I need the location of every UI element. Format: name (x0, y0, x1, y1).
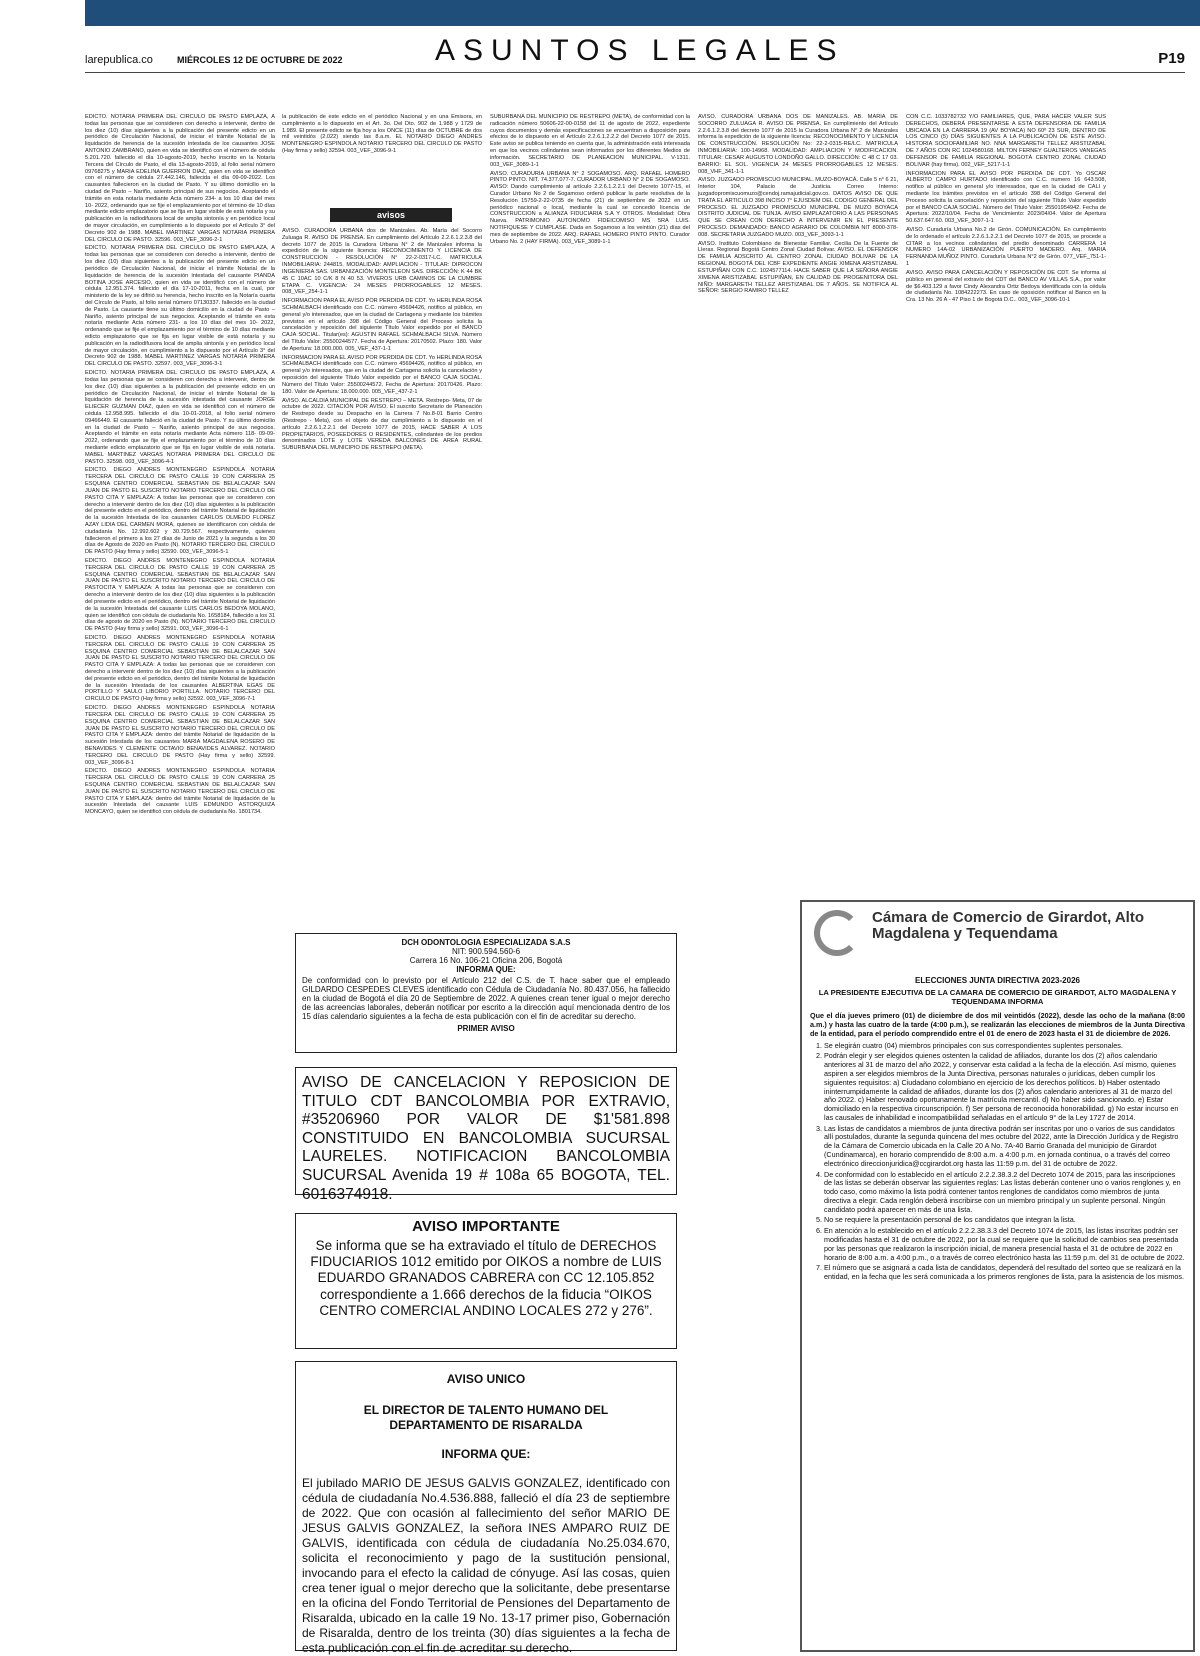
legal-notice: AVISO. Instituto Colombiano de Bienestar Familiar. Cecilia De la Fuente de Lleras. Regional Bogotá Centro Zonal Ciudad Bolívar. AVISO. EL DEFENSOR DE FAMILIA ADSCRITO AL CENTRO ZONAL CIUDAD BOLIVAR DE LA REGIONAL BOGOTÁ DEL ICBF EXPEDIENTE ANGIE XIMENA ARISTIZABAL ESTUPIÑAN CON C.C. 1024577114. HACE SABER QUE LA SEÑORA ANGIE XIMENA ARISTIZABAL ESTUPIÑAN, EN CALIDAD DE PROGENITORA DEL NIÑO: MARGARETH TELLEZ ARISTIZABAL DE 7 AÑOS. SE NOTIFICA AL SEÑOR: SERGIO RAMIRO TELLEZ (698, 240, 898, 295)
legal-notice: INFORMACION PARA EL AVISO POR PERDIDA DE CDT. Yo HERLINDA ROSA SCHMALBACH identificado con C.C. número 45694426, notifico al público, en general y/o interesados, que en la ciudad de Cartagena solicita la cancelación y reposición del siguiente Título Valor expedido por el BANCO CAJA SOCIAL. Número del Título Valor: 25500244572. Fecha de Apertura: 20170426. Plazo: 180. Valor de Apertura: 18.000.000. 005_VEF_437-2-1 (282, 354, 482, 395)
legal-notice: EDICTO. DIEGO ANDRES MONTENEGRO ESPINDOLA NOTARIA TERCERA DEL CIRCULO DE PASTO CALLE 19 CON CARRERA 25 ESQUINA CENTRO COMERCIAL SEBASTIAN DE BELALCAZAR SAN JUAN DE PASTO EL SUSCRITO NOTARIO TERCERO DEL CIRCULO DE PASTO CITA Y EMPLAZA: dentro del trámite Notarial de liquidación de la sucesión Intestada de los causantes MARIA MAGDALENA ROSERO DE BENAVIDES Y CLEMENTE OCTAVIO BENAVIDES ALVAREZ. NOTARIO TERCERO DEL CIRCULO DE PASTO (Hay firma y sello) 32599. 003_VEF_3096-8-1 (85, 705, 275, 766)
legal-notice: INFORMACION PARA EL AVISO POR PERDIDA DE CDT. Yo OSCAR ALBERTO CAMPO HURTADO identificado con C.C. numero 16 643.508, notifico al público en general y/o interesados, que en la ciudad de CALI y mediante los trámites previstos en el artículo 398 del Código General del Proceso solicita la cancelación y reposición del siguiente Título Valor expedido por el BANCO CAJA SOCIAL. Número del Título Valor: 25501954942. Fecha de Apertura: 2022/10/04. Fecha de Vencimiento: 2023/04/04. Valor de Apertura 50.637.647.60. 003_VEF_3097-1-1 (906, 170, 1106, 225)
legal-notice: AVISO. AVISO PARA CANCELACIÓN Y REPOSICIÓN DE CDT. Se informa al público en general del extravío del CDT del BANCO AV VILLAS S.A., por valor de $6.403.129 a favor Cindy Alexandra Ortiz Bedoya identificada con la cédula de ciudadanía No. 1084222273. En caso de oposición notificar al Banco en la Cra. 13 No. 26 A - 47 Piso 1 de Bogotá D.C.. 003_VEF_3096-10-1 (906, 269, 1106, 304)
site-name[interactable]: larepublica.co (85, 54, 153, 66)
legal-notice: AVISO. CURADORA URBANA DOS DE MANIZALES. AB. MARIA DE SOCORRO ZULUAGA R. AVISO DE PRENSA. En cumplimiento del Artículo 2.2.6.1.2.3.8 del decreto 1077 de 2015 la Curadora Urbana N° 2 de Manizales informa la expedición de la siguiente licencia: RECONOCIMIENTO Y LICENCIA DE CONSTRUCCIÓN. RESOLUCIÓN No: 22-2-0315-RE/LC. MATRICULA INMOBILIARIA: 100-14968. MODALIDAD: AMPLIACION Y MODIFICACION. TITULAR: CESAR AUGUSTO LONDOÑO GALLO. DIRECCIÓN: C 48 C 17 03. BARRIO: EL SOL. VIGENCIA 24 MESES PRORROGABLES 12 MESES. 008_VHF_341-1-1 (698, 114, 898, 175)
legal-notice: EDICTO. NOTARIA PRIMERA DEL CIRCULO DE PASTO EMPLAZA, A todas las personas que se consideren con derecho a intervenir, dentro de los diez (10) días siguientes a la publicación del presente edicto en un periódico de Circulación Nacional, de iniciar el trámite Notarial de la liquidación de herencia de la sucesión intestada del causante JORGE ELIECER GUZMAN DIAZ, quien en vida se identificó con el número de cédula 12.958.995. fallecido el día 10-01-2018, al folio serial número 09466449. El causante falleció en la ciudad de Pasto. Y su último domicilio en la ciudad de Pasto – Nariño, asiento principal de sus negocios. Aceptando el trámite en esta notaría mediante Acta número 118- 09-09-2022, ordenando que se fije el emplazamiento por el término de 10 días mediante edicto emplazatorio que se fija en lugar visible de está notaría. MABEL MARTINEZ VARGAS NOTARIA PRIMERA DEL CIRCULO DE PASTO. 32598. 003_VEF_3096-4-1 (85, 370, 275, 465)
legal-notice: la publicación de este edicto en el periódico Nacional y en una Emisora, en cumplimiento a lo dispuesto en el Art. 3o. Del Dto. 902 de 1.988 y 1729 de 1.989. El presente edicto se fija hoy a los ONCE (11) días de OCTUBRE de dos mil veintidós (2.022) siendo las 8.a.m. EL NOTARIO DIEGO ANDRES MONTENEGRO ESPINDOLA NOTARIO TERCERO DEL CIRCULO DE PASTO (Hay firma y sello) 32594. 003_VEF_3096-9-1 (282, 114, 482, 155)
camara-item: 4. De conformidad con lo establecido en el artículo 2.2.2.38.3.2 del Decreto 1074 de 2015, para las inscripciones de las listas se deberán observar las siguientes reglas: Las listas deberán contener uno o varios renglones y, en todo caso, como máximo la lista podrá contener tantos renglones de candidatos como miembros de junta directiva a elegir. Cada renglón deberá inscribirse con un miembro principal y un suplente personal. Ningún candidato podrá aparecer en más de una lista. (824, 1171, 1185, 1215)
legal-notice: AVISO. JUZGADO PROMISCUO MUNICIPAL. MUZO-BOYACÁ. Calle 5 n° 6 21, Interior 104, Palacio de Justicia. Correo Interno: juzgadopromiscuomuzo@cendoj.ramajudicial.gov.co. DATOS AVISO DE QUE TRATA EL ARTICULO 398 INCISO 7° EJUSDEM DEL CODIGO GENERAL DEL PROCESO. EL JUZGADO PROMISCUO MUNICIPAL DE MUZO BOYACA DISTRITO JUDICIAL DE TUNJA. AVISO EMPLAZATORIO A LAS PERSONAS QUE SE CREAN CON DERECHO A INTERVENIR EN EL PRESENTE PROCESO. DEMANDADO: BANCO AGRARIO DE COLOMBIA NIT 8000-378-008. SECRETARIA JUZGADO MUZO. 003_VEF_3093-1-1 (698, 177, 898, 238)
legal-notice: CON C.C. 1033782732 Y/O FAMILIARES, QUE, PARA HACER VALER SUS DERECHOS, DEBERÁ PRESENTARSE A ESTA DEFENSORIA DE FAMILIA UBICADA EN LA CARRERA 19 (AV BOYACA) NO 60º 23 SUR, DENTRO DE LOS CINCO (5) DÍAS SIGUIENTES A LA PUBLICACIÓN DE ESTE AVISO. HISTORIA SOCIOFAMILIAR NO. NNA MARGARETH TELLEZ ARISTIZABAL DE 7 AÑOS CON RC 1024580168. MILTON FERNEY GUALTEROS VANEGAS DEFENSOR DE FAMILIA REGIONAL BOGOTÁ CENTRO ZONAL CIUDAD BOLIVAR (hay firma). 002_VEF_5217-1-1 (906, 114, 1106, 168)
top-color-bar (85, 0, 1200, 26)
camara-item: 5. No se requiere la presentación personal de los candidatos que integran la lista. (824, 1216, 1185, 1225)
camara-intro: Que el día jueves primero (01) de diciembre de dos mil veintidós (2022), desde las ocho de la mañana (8:00 a.m.) y hasta las cuatro de la tarde (4:00 p.m.), se realizarán las elecciones de miembros de la Junta Directiva de la entidad, para el período comprendido entre el 01 de enero de 2023 hasta el 31 de diciembre de 2026. (810, 1011, 1185, 1038)
importante-title: AVISO IMPORTANTE (412, 1218, 560, 1235)
legal-notice: EDICTO. NOTARIA PRIMERA DEL CIRCULO DE PASTO EMPLAZA, A todas las personas que se consideren con derecho a intervenir, dentro de los diez (10) días siguientes a la publicación del presente edicto en un periódico de Circulación Nacional, de iniciar el trámite Notarial de la liquidación de herencia de la sucesión intestada del causante PIANDA BOTINA JOSE ARCESIO, quien en vida se identificó con el número de cédula 12.951.374. fallecido el día 17-10-2011, fecha en la cual, por ministerio de la ley se difirió su herencia, hecho inscrito en la Notaría cuarta del Círculo de Pasto, al folio serial número 07130337. fallecido en la ciudad de Pasto. La causante tiene su último domicilio en la ciudad de Pasto – Nariño, asiento principal de sus negocios. Aceptando el trámite en esta notaría mediante Acta número 231- a los 10 días del mes 10- 2022, ordenando que se fije el emplazamiento por el término de 10 días mediante edicto emplazatorio que se fija en lugar visible de está notaría y su publicación en la radiodifusora local de amplia sintonía y en periódico local de mayor circulación, en cumplimiento a lo dispuesto por el Artículo 3° del Decreto 902 de 1988. MABEL MARTINEZ VARGAS NOTARIA PRIMERA DEL CIRCULO DE PASTO. 32597. 003_VEF_3096-3-1 (85, 245, 275, 368)
avisos-label: avisos (330, 208, 452, 222)
unico-body: El jubilado MARIO DE JESUS GALVIS GONZALEZ, identificado con cédula de ciudadanía No.4.536.888, falleció el día 23 de septiembre de 2022. Que con ocasión al fallecimiento del señor MARIO DE JESUS GALVIS GONZALEZ, la señora INES AMPARO RUIZ DE GALVIS, identificada con cédula de ciudadanía No.25.034.670, solicita el reconocimiento y pago de la sustitución pensional, invocando para el efecto la calidad de cónyuge. Así las cosas, quien crea tener igual o mejor derecho que la solicitante, debe presentarse en la oficina del Fondo Territorial de Pensiones del Departamento de Risaralda, ubicado en la calle 19 No. 13-17 primer piso, Gobernación de Risaralda, dentro de los treinta (30) días siguientes a la fecha de esta publicación con el fin de acreditar su derecho. (302, 1476, 670, 1655)
dch-nit: NIT: 900.594.560-6 (451, 947, 521, 956)
column-3 (490, 114, 690, 914)
camara-title: ELECCIONES JUNTA DIRECTIVA 2023-2026 (915, 976, 1080, 985)
camara-logo (810, 908, 1185, 968)
cdt-bancolombia-notice (295, 1067, 677, 1203)
aviso-importante (295, 1213, 677, 1349)
legal-notice: SUBURBANA DEL MUNICIPIO DE RESTREPO (META), de conformidad con la radicación número 50606-22-00-0158 del 11 de agosto de 2022, expediente cuyos documentos y demás especificaciones se encuentran a disposición para efectos de lo dispuesto en el Artículo 2.2.6.1.2.2.2 del Decreto 1077 de 2015. Este aviso se publica teniendo en cuenta que, la administración está interesada en que los vecinos colindantes sean informados por los diferentes Medios de información. SECRETARIO DE PLANEACION MUNICIPAL. V-1311. 003_VEF_3089-1-1 (490, 114, 690, 168)
legal-notice: EDICTO. NOTARIA PRIMERA DEL CIRCULO DE PASTO EMPLAZA, A todas las personas que se consideren con derecho a intervenir, dentro de los diez (10) días siguientes a la publicación del presente edicto en un periódico de Circulación Nacional, de iniciar el trámite Notarial de la liquidación de herencia de la sucesión intestada de los causantes JOSE ANTONIO ZAMBRANO, quien en vida se identificó con el número de cédula 5.201.720. fallecido el día 10-agosto-2019, hecho inscrito en la Notaría Tercera del Círculo de Pasto, el día 13-agosto-2019, al folio serial número 09768275 y MARIA EDELINA GUERRON DIAZ, quien en vida se identificó con el número de cédula 27.442.146, fallecida el día 09-09-2022. Los causantes fallecieron en la ciudad de Pasto. Y su último domicilio en la ciudad de Pasto – Nariño, asiento principal de sus negocios. Aceptando el trámite en esta notaría mediante Acta número 234- a los 10 días del mes 10- 2022, ordenando que se fije el emplazamiento por el término de 10 días mediante edicto emplazatorio que se fija en lugar visible de está notaría y su publicación en la radiodifusora local de amplia sintonía y en periódico local de mayor circulación, en cumplimiento a lo dispuesto por el Artículo 3° del Decreto 902 de 1988. MABEL MARTINEZ VARGAS NOTARIA PRIMERA DEL CIRCULO DE PASTO. 32596. 003_VEF_3096-2-1 (85, 114, 275, 243)
issue-date: MIÉRCOLES 12 DE OCTUBRE DE 2022 (177, 55, 343, 65)
column-2-top (282, 114, 482, 201)
header-divider (85, 72, 1185, 73)
legal-notice: AVISO. Curaduría Urbana No.2 de Girón. COMUNICACIÓN. En cumplimiento de lo ordenado el artículo 2.2.6.1.2.2.1 del Decreto 1077 de 2015, se procede a CITAR a los vecinos colindantes del predio denominado CARRERA 14 NUMERO 14A-02 URBANIZACIÓN PUERTO MADERO. Arq. MARIA FERNANDA MUÑOZ PINTO. Curaduría Urbana N°2 de Girón. 077_VEF_751-1-1 (906, 227, 1106, 268)
column-1 (85, 114, 275, 1649)
legal-notice: AVISO. CURADORA URBANA dos de Manizales. Ab. María del Socorro Zuluaga R. AVISO DE PRENSA. En cumplimiento del Artículo 2.2.6.1.2.3.8 del decreto 1077 de 2015 la Curadora Urbana N° 2 de Manizales informa la expedición de la siguiente licencia: RECONOCIMIENTO Y LICENCIA DE CONSTRUCCION - RESOLUCIÓN N° 22-2-0317-LC. MATRICULA INMOBILIARIA: 244815. MODALIDAD: AMPLIACION - TITULAR: DIPROCON INGENIERIA SAS. URBANIZACIÓN MONTELEON SAS. DIRECCIÓN: K 44 BK 45 C 10AC 10 C/K 8 N 40 53. VIVEROS URB CAMINOS DE LA CUMBRE ETAPA C. VIGENCIA: 24 MESES PRORROGABLES 12 MESES. 008_VEF_254-1-1 (282, 228, 482, 296)
column-5 (906, 114, 1106, 889)
page-number: P19 (1158, 50, 1185, 67)
importante-body: Se informa que se ha extraviado el título de DERECHOS FIDUCIARIOS 1012 emitido por OIKOS a nombre de LUIS EDUARDO GRANADOS CABRERA con CC 12.105.852 correspondiente a 1.666 derechos de la fiducia “OIKOS CENTRO COMERCIAL ANDINO LOCALES 272 y 276”. (310, 1238, 662, 1318)
camara-logo-icon (814, 910, 860, 956)
unico-title: AVISO UNICO (446, 1372, 526, 1386)
legal-notice: AVISO. ALCALDIA MUNICIPAL DE RESTREPO – META. Restrepo- Meta, 07 de octubre de 2022. CITACIÓN POR AVISO. El suscrito Secretario de Planeación de Restrepo desde su Despacho en la Carrera 7 No.8-01 Barrio Centro (Restrepo - Meta), con el objeto de dar cumplimiento a lo dispuesto en el artículo 2.2.6.1.2.2.1 del Decreto 1077 de 2015, HACE SABER A LOS PROPIETARIOS, POSEEDORES O RESIDENTES, colindantes de los predios denominados LOTE y LOTE VEREDA BALCONES DE AREA RURAL SUBURBANA DEL MUNICIPIO DE RESTREPO (META). (282, 397, 482, 452)
dch-body: De conformidad con lo previsto por el Artículo 212 del C.S. de T. hace saber que el empleado GILDARDO CESPEDES CLEVES identificado con Cédula de Ciudadanía No. 80.437.056, ha fallecido en la ciudad de Bogotá el día 20 de Septiembre de 2022. A quienes crean tener igual o mejor derecho de las acreencias laborales, deberán notificar por escrito a la dirección aquí mencionada dentro de los 15 días calendario siguientes a la fecha de esta publicación con el fin de acreditar su derecho. (302, 976, 670, 1021)
camara-item: 2. Podrán elegir y ser elegidos quienes ostenten la calidad de afiliados, durante los dos (2) años calendario anteriores al 31 de marzo del año 2022, y conservar esta calidad a la fecha de la elección. Así mismo, quienes aspiren a ser elegidos miembros de la Junta Directiva, personas naturales o jurídicas, deben cumplir los siguientes requisitos: a) Ciudadano colombiano en ejercicio de los derechos políticos. b) Haber ostentado ininterrumpidamente la calidad de afiliados, durante los dos (2) años calendario anteriores al 31 de marzo del año 2022. c) Haber renovado oportunamente la matrícula mercantil. d) No haber sido sancionado. e) Estar domiciliado en la respectiva circunscripción. f) Ser persona de reconocida honorabilidad. g) No estar incurso en las causales de inhabilidad e incompatibilidad señaladas en el artículo 9° de la Ley 1727 de 2014. (824, 1052, 1185, 1122)
dch-company: DCH ODONTOLOGIA ESPECIALIZADA S.A.S (401, 938, 571, 947)
legal-notice: AVISO. CURADURIA URBANA N° 2 SOGAMOSO. ARQ. RAFAEL HOMERO PINTO PINTO. NIT. 74.377.077-7. CURADOR URBANO N° 2 DE SOGAMOSO. AVISO: Dando cumplimiento al artículo 2.2.6.1.2.2.1 del Decreto 1077-15, el Curador Urbano No 2 de Sogamoso ordenó publicar la parte resolutiva de la Resolución 15759-2-22-0735 de fecha (21) de septiembre de 2022 en un periódico nacional o local, mediante la cual se concedió licencia de CONSTRUCCION a ALIANZA FIDUCIARIA S.A Y OTROS. Modalidad: Obra Nueva. PATRIMONIO AUTONOMO FIDEICOMISO MS 5RA LUIS. NOTIFIQUESE Y CUMPLASE. Dada en Sogamoso a los veintiún (21) días del mes de septiembre de 2022. ARQ. RAFAEL HOMERO PINTO PINTO. Curador Urbano No. 2 (HAY FIRMA). 003_VEF_3089-1-1 (490, 170, 690, 245)
dch-informa: INFORMA QUE: (456, 965, 516, 974)
legal-notice: EDICTO. DIEGO ANDRES MONTENEGRO ESPINDOLA NOTARIA TERCERA DEL CIRCULO DE PASTO CALLE 19 CON CARRERA 25 ESQUINA CENTRO COMERCIAL SEBASTIAN DE BELALCAZAR SAN JUAN DE PASTO EL SUSCRITO NOTARIO TERCERO DEL CIRCULO DE PASTOCITA Y EMPLAZA: A todas las personas que se consideren con derecho a intervenir dentro de los diez (10) días siguientes a la publicación del presente edicto en el periódico, dentro del trámite Notarial de liquidación de la sucesión Intestada del causante LUIS CARLOS BEDOYA MOLANO, quien se identificó con cédula de ciudadanía No. 1658184, fallecido a los 31 días de agosto de 2020 en Pasto (N). NOTARIO TERCERO DEL CIRCULO DE PASTO (Hay firma y sello) 32591. 003_VEF_3096-6-1 (85, 558, 275, 633)
camara-name: Cámara de Comercio de Girardot, Alto Magdalena y Tequendama (872, 909, 1145, 942)
camara-item: 3. Las listas de candidatos a miembros de junta directiva podrán ser inscritas por uno o varios de sus candidatos allí postulados, durante la segunda quincena del mes octubre del 2022, ante la Dirección Jurídica y de Registro de la Cámara de Comercio ubicada en la Calle 20 A No. 7A-40 Barrio Granada del municipio de Girardot (Cundinamarca), en horario comprendido de 8:00 a.m. a 4:00 p.m. en jornada continua, o a través del correo electrónico direccionjuridica@ccgirardot.org hasta las 11:59 p.m. del 31 de octubre de 2022. (824, 1125, 1185, 1169)
camara-item: 6. En atención a lo establecido en el artículo 2.2.2.38.3.3 del Decreto 1074 de 2015, las listas inscritas podrán ser modificadas hasta el 31 de octubre de 2022, por la cual se requiere que la solicitud de cambios sea presentada por las personas que realizaron la inscripción inicial, de manera presencial hasta el 31 de octubre de 2022 en horario de 8:00 a.m. a 4:00 p.m., o a través de correo electrónico hasta las 11:59 p.m. del 31 de octubre de 2022. (824, 1227, 1185, 1262)
dch-footer: PRIMER AVISO (457, 1024, 515, 1033)
section-title: ASUNTOS LEGALES (435, 34, 845, 67)
column-2 (282, 228, 482, 918)
camara-subtitle: LA PRESIDENTE EJECUTIVA DE LA CAMARA DE COMERCIO DE GIRARDOT, ALTO MAGDALENA Y TEQUENDAMA INFORMA (818, 987, 1177, 1006)
page-header (85, 26, 1185, 74)
dch-address: Carrera 16 No. 106-21 Oficina 206, Bogotá (409, 956, 563, 965)
camara-item: 1. Se elegirán cuatro (04) miembros principales con sus correspondientes suplentes personales. (824, 1042, 1185, 1051)
unico-informa: INFORMA QUE: (441, 1447, 531, 1461)
cdt-text: AVISO DE CANCELACION Y REPOSICION DE TITULO CDT BANCOLOMBIA POR EXTRAVIO, #35206960 POR VALOR DE $1'581.898 CONSTITUIDO EN BANCOLOMBIA SUCURSAL LAURELES. NOTIFICACION BANCOLOMBIA SUCURSAL Avenida 19 # 108a 65 BOGOTA, TEL. 6016374918. (302, 1074, 670, 1203)
unico-director: EL DIRECTOR DE TALENTO HUMANO DEL DEPARTAMENTO DE RISARALDA (363, 1403, 609, 1432)
camara-list (810, 1042, 1185, 1282)
camara-comercio-notice (800, 900, 1195, 1652)
legal-notice: EDICTO. DIEGO ANDRES MONTENEGRO ESPINDOLA NOTARIA TERCERA DEL CIRCULO DE PASTO CALLE 19 CON CARRERA 25 ESQUINA CENTRO COMERCIAL SEBASTIAN DE BELALCAZAR SAN JUAN DE PASTO EL SUSCRITO NOTARIO TERCERO DEL CIRCULO DE PASTO CITA Y EMPLAZA: A todas las personas que se consideren con derecho a intervenir dentro de los diez (10) días siguientes a la publicación del presente edicto en el periódico, dentro del trámite Notarial de liquidación de la sucesión Intestada de los causantes ALBERTINA EGAS DE PORTILLO Y SAULO LIBORIO PORTILLA. NOTARIO TERCERO DEL CIRCULO DE PASTO (Hay firma y sello) 32592. 003_VEF_3096-7-1 (85, 634, 275, 703)
legal-notice: EDICTO. DIEGO ANDRES MONTENEGRO ESPINDOLA NOTARIA TERCERA DEL CIRCULO DE PASTO CALLE 19 CON CARRERA 25 ESQUINA CENTRO COMERCIAL SEBASTIAN DE BELALCAZAR SAN JUAN DE PASTO EL SUSCRITO NOTARIO TERCERO DEL CIRCULO DE PASTO CITA Y EMPLAZA: dentro del trámite Notarial de liquidación de la sucesión Intestada del causante LUIS EDMUNDO ASTORQUIZA MONCAYO, quien se identificó con cédula de ciudadanía No. 1801734. (85, 768, 275, 816)
aviso-unico (295, 1361, 677, 1655)
dch-notice (295, 933, 677, 1053)
legal-notice: EDICTO. DIEGO ANDRES MONTENEGRO ESPINDOLA NOTARIA TERCERA DEL CIRCULO DE PASTO CALLE 19 CON CARRERA 25 ESQUINA CENTRO COMERCIAL SEBASTIAN DE BELALCAZAR SAN JUAN DE PASTO EL SUSCRITO NOTARIO TERCERO DEL CIRCULO DE PASTO CITA Y EMPLAZA: A todas las personas que se consideren con derecho a intervenir dentro de los diez (10) días siguientes a la publicación del presente edicto en el periódico, dentro del trámite Notarial de liquidación de la sucesión Intestada de los causantes CARLOS OLMEDO FLOREZ AZAY LIDIA DEL CARMEN MORA, quienes se identificaron con cédula de ciudadanía No. 12.992.602 y 30.729.567. respectivamente, quienes fallecieron el primero a los 27 días de Junio de 2021 y la segunda a los 30 días de Agosto de 2020 en Pasto (N). NOTARIO TERCERO DEL CIRCULO DE PASTO (Hay firma y sello) 32590. 003_VEF_3096-5-1 (85, 467, 275, 556)
camara-item: 7. El número que se asignará a cada lista de candidatos, dependerá del resultado del sorteo que se realizará en la entidad, en la fecha que les será comunicada a los primeros renglones de lista, para la asistencia de los mismos. (824, 1264, 1185, 1282)
column-4 (698, 114, 898, 889)
legal-notice: INFORMACION PARA EL AVISO POR PERDIDA DE CDT. Yo HERLINDA ROSA SCHMALBACH identificado con C.C. número 45694426, notifico al público, en general y/o interesados, que en la ciudad de Cartagena y mediante los trámites previstos en el artículo 398 del Código General del Proceso solicita la cancelación y reposición del siguiente Título Valor expedido por el BANCO CAJA SOCIAL. Titular(es): AGUSTIN RAFAEL SCHMALBACH SILVA. Número del Título Valor: 25500244577. Fecha de Apertura: 20170502. Plazo: 180. Valor de Apertura: 18.000.000. 005_VEF_437-1-1 (282, 298, 482, 352)
